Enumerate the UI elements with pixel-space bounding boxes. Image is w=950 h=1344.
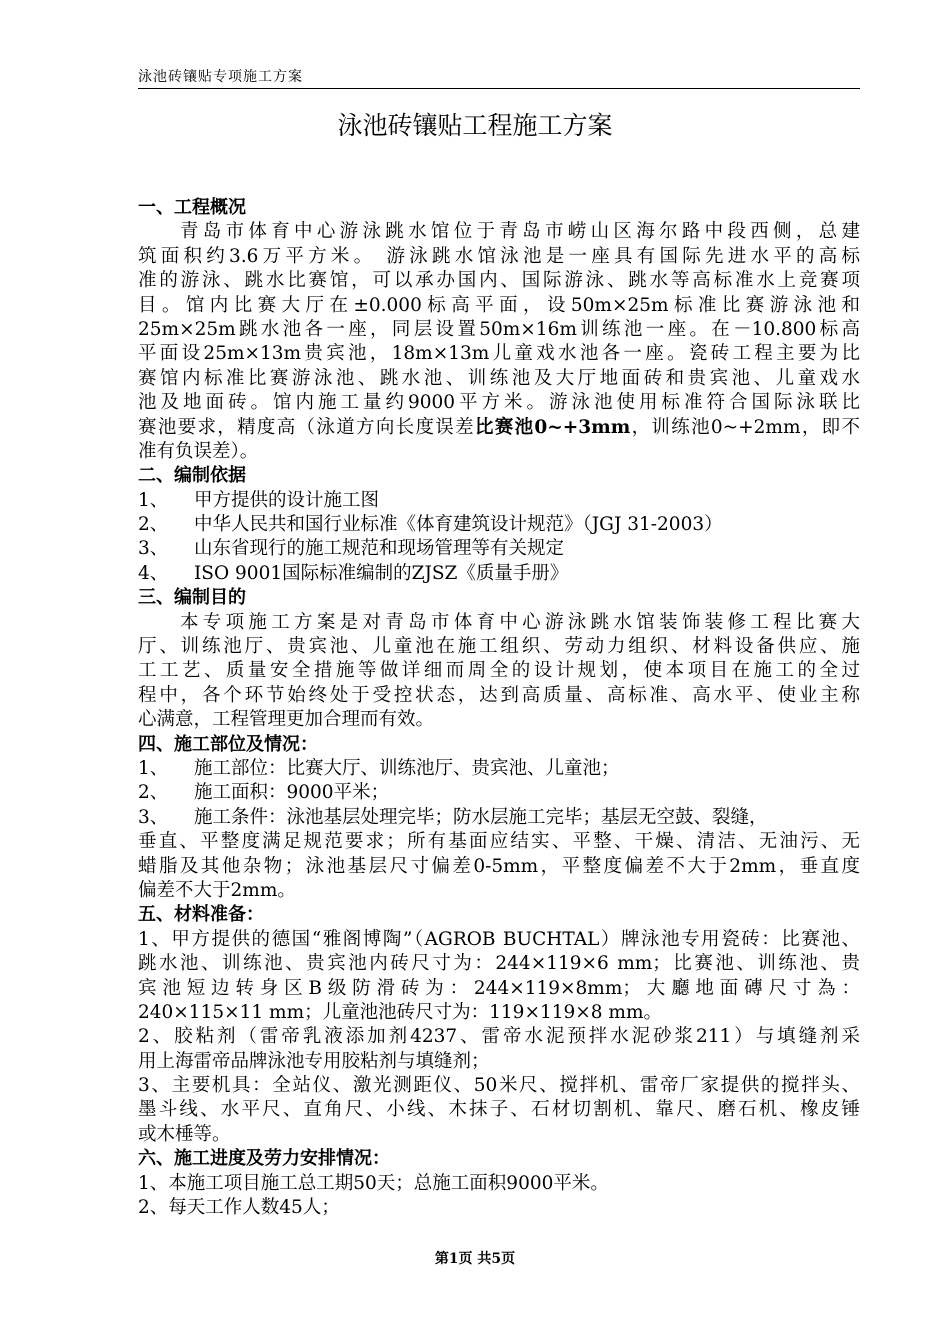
paragraph-line: 偏差不大于2mm。 — [138, 879, 296, 901]
section-heading-materials: 五、材料准备： — [138, 904, 264, 926]
text-run: 赛池要求，精度高（泳道方向长度误差 — [138, 416, 475, 438]
paragraph-line: 准有负误差）。 — [138, 440, 259, 462]
paragraph-line: 宾池短边转身区B级防滑砖为：244×119×8mm；大廳地面磚尺寸為： — [138, 977, 860, 999]
bold-text-run: 比赛池0~+3mm — [474, 416, 631, 438]
paragraph-line: 工工艺、质量安全措施等做详细而周全的设计规划，使本项目在施工的全过 — [138, 660, 860, 682]
list-item — [138, 757, 860, 781]
list-number: 3、 — [138, 806, 169, 828]
text-run: ，训练池0~+2mm，即不 — [630, 416, 860, 438]
list-text: 山东省现行的施工规范和现场管理等有关规定 — [194, 538, 565, 560]
paragraph-line: 用上海雷帝品牌泳池专用胶粘剂与填缝剂； — [138, 1050, 490, 1072]
list-text: 施工部位：比赛大厅、训练池厅、贵宾池、儿童池； — [194, 757, 620, 779]
list-item — [138, 562, 860, 586]
paragraph-line: 心满意，工程管理更加合理而有效。 — [138, 709, 435, 731]
paragraph-line: 1、甲方提供的德国“雅阁博陶”（AGROB BUCHTAL）牌泳池专用瓷砖：比赛池、 — [138, 928, 860, 950]
paragraph-line: 蜡脂及其他杂物；泳池基层尺寸偏差0-5mm，平整度偏差不大于2mm，垂直度 — [138, 855, 860, 877]
paragraph-line: 墨斗线、水平尺、直角尺、小线、木抹子、石材切割机、靠尺、磨石机、橡皮锤 — [138, 1099, 860, 1121]
paragraph-line: 青岛市体育中心游泳跳水馆位于青岛市崂山区海尔路中段西侧，总建 — [180, 221, 860, 243]
list-text: 施工面积：9000平米； — [194, 782, 390, 804]
header-divider — [138, 88, 860, 89]
paragraph-line: 1、本施工项目施工总工期50天；总施工面积9000平米。 — [138, 1172, 609, 1194]
list-text: 施工条件：泳池基层处理完毕；防水层施工完毕；基层无空鼓、裂缝， — [194, 806, 768, 828]
section-heading-basis: 二、编制依据 — [138, 465, 246, 487]
paragraph-line: 垂直、平整度满足规范要求；所有基面应结实、平整、干燥、清洁、无油污、无 — [138, 831, 860, 853]
paragraph-line: 2、每天工作人数45人； — [138, 1197, 340, 1219]
paragraph-line: 240×115×11 mm；儿童池池砖尺寸为：119×119×8 mm。 — [138, 1001, 662, 1023]
list-number: 1、 — [138, 757, 169, 779]
paragraph-line: 平面设25m×13m贵宾池，18m×13m儿童戏水池各一座。瓷砖工程主要为比 — [138, 343, 860, 365]
list-number: 3、 — [138, 538, 169, 560]
section-heading-overview: 一、工程概况 — [138, 197, 246, 218]
list-item — [138, 489, 860, 513]
paragraph-line-precision — [138, 416, 860, 440]
paragraph-line: 25m×25m跳水池各一座，同层设置50m×16m训练池一座。在－10.800标高 — [138, 318, 860, 340]
list-item — [138, 537, 860, 561]
list-text: 甲方提供的设计施工图 — [194, 489, 380, 511]
list-item — [138, 781, 860, 805]
document-title: 泳池砖镶贴工程施工方案 — [337, 111, 613, 140]
running-header: 泳池砖镶贴专项施工方案 — [138, 69, 303, 85]
list-text: 中华人民共和国行业标准《体育建筑设计规范》（JGJ 31-2003） — [194, 514, 723, 536]
section-heading-purpose: 三、编制目的 — [138, 587, 246, 609]
list-item — [138, 513, 860, 537]
section-heading-location: 四、施工部位及情况： — [138, 733, 318, 755]
list-item — [138, 806, 860, 830]
list-number: 2、 — [138, 782, 169, 804]
page-number-footer: 第1页 共5页 — [434, 1251, 516, 1267]
paragraph-line: 准的游泳、跳水比赛馆，可以承办国内、国际游泳、跳水等高标准水上竞赛项 — [138, 270, 860, 292]
paragraph-line: 赛馆内标准比赛游泳池、跳水池、训练池及大厅地面砖和贵宾池、儿童戏水 — [138, 367, 860, 389]
paragraph-line: 本专项施工方案是对青岛市体育中心游泳跳水馆装饰装修工程比赛大 — [180, 611, 860, 633]
list-number: 1、 — [138, 489, 169, 511]
list-number: 4、 — [138, 562, 169, 584]
paragraph-line: 2、胶粘剂（雷帝乳液添加剂4237、雷帝水泥预拌水泥砂浆211）与填缝剂采 — [138, 1026, 860, 1048]
paragraph-line: 或木棰等。 — [138, 1123, 231, 1145]
list-number: 2、 — [138, 514, 169, 536]
paragraph-line: 池及地面砖。馆内施工量约9000平方米。游泳池使用标准符合国际泳联比 — [138, 392, 860, 414]
paragraph-line: 3、主要机具：全站仪、激光测距仪、50米尺、搅拌机、雷帝厂家提供的搅拌头、 — [138, 1075, 860, 1097]
document-body — [138, 196, 860, 1220]
section-heading-schedule: 六、施工进度及劳力安排情况： — [138, 1148, 390, 1170]
paragraph-line: 目。馆内比赛大厅在±0.000标高平面，设50m×25m标准比赛游泳池和 — [138, 294, 860, 316]
paragraph-line: 程中，各个环节始终处于受控状态，达到高质量、高标准、高水平、使业主称 — [138, 684, 860, 706]
paragraph-line: 跳水池、训练池、贵宾池内砖尺寸为：244×119×6 mm；比赛池、训练池、贵 — [138, 953, 860, 975]
list-text: ISO 9001国际标准编制的ZJSZ《质量手册》 — [194, 562, 569, 584]
paragraph-line: 筑面积约3.6万平方米。 游泳跳水馆泳池是一座具有国际先进水平的高标 — [138, 245, 860, 267]
paragraph-line: 厅、训练池厅、贵宾池、儿童池在施工组织、劳动力组织、材料设备供应、施 — [138, 636, 860, 658]
